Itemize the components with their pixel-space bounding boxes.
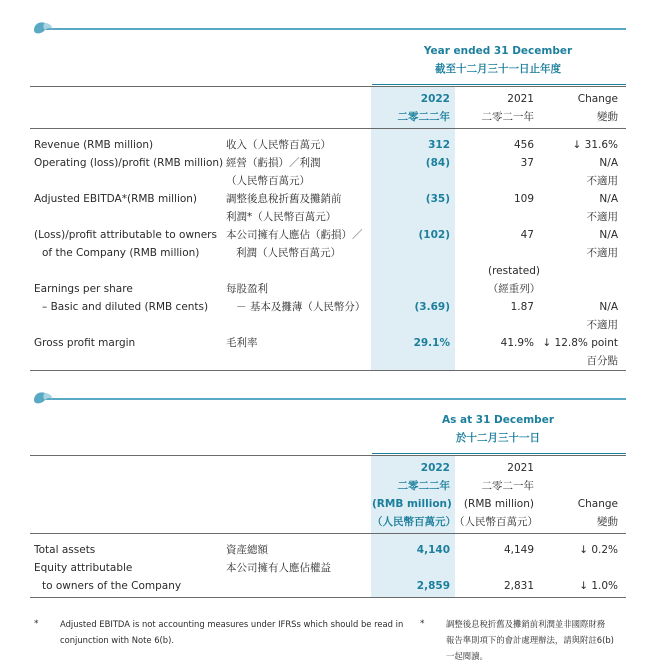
s2-row-equity-label-zh: 本公司擁有人應佔權益: [226, 562, 331, 574]
s1-row-gpm-label: Gross profit margin: [34, 337, 136, 349]
s1-row-attributable-label-2: of the Company (RMB million): [42, 247, 200, 259]
footnote-mark-en: *: [34, 619, 39, 629]
s1-row-operating-change-zh: 不適用: [586, 175, 618, 187]
s1-row-gpm-label-zh: 毛利率: [226, 337, 258, 349]
s2-row-equity-change: ↓ 1.0%: [579, 580, 618, 592]
s1-row-eps-2021: 1.87: [510, 301, 534, 313]
s1-row-ebitda-change-zh: 不適用: [586, 211, 618, 223]
s1-row-revenue-change: ↓ 31.6%: [572, 139, 618, 151]
s1-row-attributable-label: (Loss)/profit attributable to owners: [34, 229, 217, 241]
s2-col-2021: 2021: [507, 462, 534, 474]
s1-row-gpm-change-zh: 百分點: [586, 355, 618, 367]
s1-col-2022: 2022: [420, 93, 450, 105]
s1-row-eps-label-2: – Basic and diluted (RMB cents): [42, 301, 209, 313]
s2-row-assets-label-zh: 資產總額: [226, 544, 268, 556]
s2-period-en: As at 31 December: [442, 414, 554, 426]
s1-col-2022-zh: 二零二二年: [397, 111, 450, 123]
s1-row-eps-2022: (3.69): [414, 301, 450, 313]
s1-row-attributable-change: N/A: [599, 229, 618, 241]
s1-period-zh: 截至十二月三十一日止年度: [435, 63, 561, 75]
s1-restated-note: (restated): [487, 265, 540, 277]
s2-bottom-rule: [30, 597, 626, 598]
s1-header-top-rule: [30, 86, 626, 87]
s1-row-gpm-change: ↓ 12.8% point: [542, 337, 618, 349]
s1-row-attributable-2022: (102): [418, 229, 450, 241]
s1-row-operating-label: Operating (loss)/profit (RMB million): [34, 157, 224, 169]
s1-row-ebitda-2022: (35): [425, 193, 450, 205]
s1-row-gpm-2021: 41.9%: [500, 337, 534, 349]
s2-row-equity-label: Equity attributable: [34, 562, 133, 574]
s2-period-underline: [372, 453, 626, 454]
s1-row-attributable-label-zh-2: 利潤（人民幣百萬元）: [236, 247, 341, 259]
s2-header-bottom-rule: [30, 533, 626, 534]
footnote-mark-zh: *: [420, 619, 425, 629]
footnote-text-en-2: conjunction with Note 6(b).: [60, 635, 175, 645]
s1-row-eps-change-zh: 不適用: [586, 319, 618, 331]
s2-col-2022-unit-zh: （人民幣百萬元）: [372, 516, 456, 528]
s1-row-eps-label: Earnings per share: [34, 283, 133, 295]
s2-row-assets-change: ↓ 0.2%: [579, 544, 618, 556]
s1-row-operating-label-zh: 經營（虧損）／利潤: [226, 157, 321, 169]
s2-col-2022: 2022: [420, 462, 450, 474]
footnote-text-zh-2: 報告準則項下的會計處理辦法，請與附註6(b): [446, 635, 614, 645]
s1-row-eps-change: N/A: [599, 301, 618, 313]
brand-droplet-icon: [30, 387, 56, 409]
s1-row-ebitda-label: Adjusted EBITDA*(RMB million): [34, 193, 198, 205]
s1-header-bottom-rule: [30, 128, 626, 129]
s1-col-change: Change: [577, 93, 618, 105]
s1-col-2021-zh: 二零二一年: [481, 111, 534, 123]
footnote-text-zh-1: 調整後息稅折舊及攤銷前利潤並非國際財務: [446, 619, 606, 629]
s1-row-eps-label-zh: 每股盈利: [226, 283, 268, 295]
s1-row-revenue-2022: 312: [428, 139, 450, 151]
s2-col-2022-unit: (RMB million): [372, 498, 452, 510]
s1-row-ebitda-label-zh: 調整後息稅折舊及攤銷前: [226, 193, 342, 205]
s2-row-equity-2022: 2,859: [416, 580, 450, 592]
s2-col-2021-zh: 二零二一年: [481, 480, 534, 492]
s2-row-equity-label-2: to owners of the Company: [42, 580, 182, 592]
s1-row-operating-change: N/A: [599, 157, 618, 169]
s1-col-2021: 2021: [507, 93, 534, 105]
s2-row-equity-2021: 2,831: [503, 580, 534, 592]
s1-row-gpm-2022: 29.1%: [413, 337, 450, 349]
footnote-text-zh-3: 一起閱讀。: [446, 651, 488, 661]
s1-row-operating-2021: 37: [520, 157, 534, 169]
s2-row-assets-2021: 4,149: [503, 544, 534, 556]
s1-row-revenue-label: Revenue (RMB million): [34, 139, 154, 151]
footnote-text-en-1: Adjusted EBITDA is not accounting measures under IFRSs which should be read in: [60, 619, 404, 629]
s1-restated-note-zh: （經重列）: [487, 283, 541, 295]
s2-col-2022-zh: 二零二二年: [397, 480, 450, 492]
s2-row-assets-label: Total assets: [34, 544, 96, 556]
s1-row-attributable-label-zh: 本公司擁有人應佔（虧損）／: [226, 229, 363, 241]
s2-col-change-zh: 變動: [597, 516, 618, 528]
s2-period-zh: 於十二月三十一日: [456, 432, 540, 444]
s1-period-en: Year ended 31 December: [423, 45, 573, 57]
s1-col-change-zh: 變動: [597, 111, 618, 123]
s2-col-change: Change: [577, 498, 618, 510]
s1-row-ebitda-2021: 109: [513, 193, 534, 205]
section2-top-line: [36, 398, 626, 400]
s1-row-operating-label-zh-2: （人民幣百萬元）: [226, 175, 310, 187]
s1-period-underline: [372, 84, 626, 85]
section1-top-line: [36, 28, 626, 30]
s2-col-2021-unit: (RMB million): [463, 498, 534, 510]
s1-bottom-rule: [30, 370, 626, 371]
brand-droplet-icon: [30, 17, 56, 39]
s2-row-assets-2022: 4,140: [416, 544, 450, 556]
s1-row-eps-label-zh-2: － 基本及攤薄（人民幣分）: [236, 301, 366, 313]
s1-row-revenue-2021: 456: [513, 139, 534, 151]
s1-row-attributable-change-zh: 不適用: [586, 247, 618, 259]
s1-row-operating-2022: (84): [425, 157, 450, 169]
s1-row-ebitda-label-zh-2: 利潤*（人民幣百萬元）: [226, 211, 337, 223]
s1-row-revenue-label-zh: 收入（人民幣百萬元）: [226, 139, 331, 151]
s1-row-ebitda-change: N/A: [599, 193, 618, 205]
s2-header-top-rule: [30, 455, 626, 456]
s2-col-2021-unit-zh: （人民幣百萬元）: [454, 516, 538, 528]
s1-row-attributable-2021: 47: [520, 229, 534, 241]
